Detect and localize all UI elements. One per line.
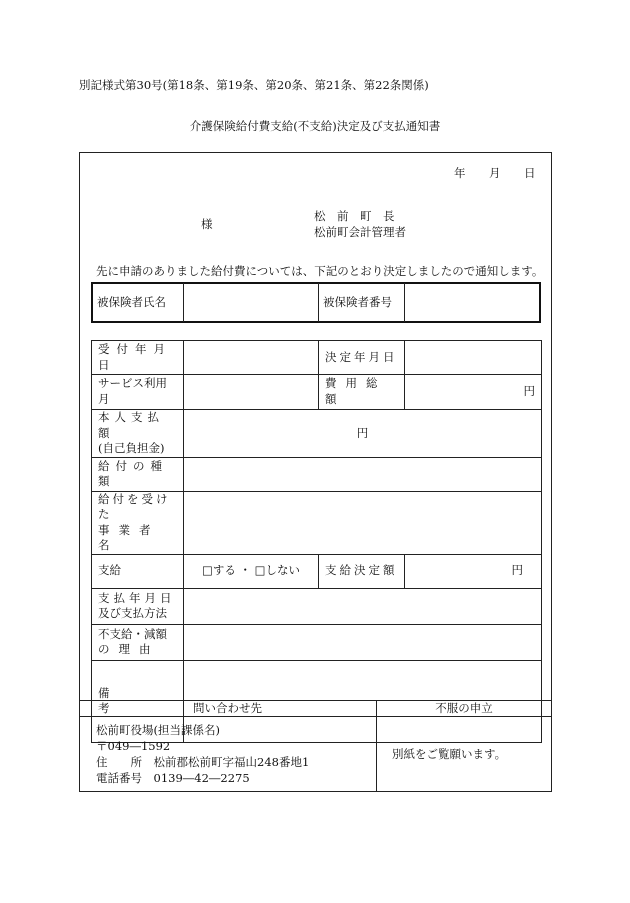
sender-accounting: 松前町会計管理者 — [314, 225, 406, 239]
reason-sublabel: の理由 — [98, 642, 160, 657]
table-row — [92, 554, 542, 588]
insured-name-label: 被保険者氏名 — [97, 295, 166, 309]
table-row — [92, 375, 542, 410]
appeal-text: 別紙をご覧願います。 — [392, 747, 507, 761]
benefit-type-label: 給付の種類 — [98, 458, 168, 489]
recipient-suffix: 様 — [201, 217, 213, 231]
benefit-type-value[interactable] — [184, 457, 542, 491]
total-cost-value[interactable] — [405, 375, 542, 410]
remarks-label: 備考 — [98, 685, 168, 716]
provider-value[interactable] — [184, 491, 542, 554]
insured-number-label: 被保険者番号 — [323, 295, 392, 309]
reason-label: 不支給・減額 — [98, 626, 167, 641]
service-month-label: サービス利用月 — [98, 376, 167, 406]
payment-options[interactable]: □する ・ □しない — [201, 563, 301, 578]
total-cost-label: 費用総額 — [325, 376, 387, 406]
divider — [183, 283, 184, 322]
self-pay-value[interactable] — [184, 410, 542, 458]
divider — [79, 716, 552, 717]
appeal-header: 不服の申立 — [435, 701, 493, 715]
payment-label: 支給 — [98, 563, 121, 578]
contact-phone: 電話番号 0139―42―2275 — [96, 771, 250, 785]
table-row — [92, 491, 542, 554]
table-row — [92, 588, 542, 624]
date-month: 月 — [489, 166, 501, 180]
contact-postal: 〒049―1592 — [96, 739, 171, 753]
detail-table — [91, 340, 542, 743]
contact-header: 問い合わせ先 — [193, 701, 262, 715]
payment-amount-label: 支給決定額 — [325, 563, 398, 578]
table-row — [92, 624, 542, 660]
table-row — [92, 457, 542, 491]
pay-date-sublabel: 及び支払方法 — [98, 606, 167, 621]
payment-amount-value[interactable] — [405, 554, 542, 588]
received-date-value[interactable] — [184, 341, 319, 375]
yen-unit: 円 — [511, 563, 523, 578]
pay-date-value[interactable] — [184, 588, 542, 624]
divider — [318, 283, 319, 322]
contact-address: 住 所 松前郡松前町字福山248番地1 — [96, 755, 310, 769]
contact-office: 松前町役場(担当課係名) — [96, 723, 220, 737]
provider-label: 給付を受けた — [98, 491, 171, 522]
service-month-value[interactable] — [184, 375, 319, 410]
yen-unit: 円 — [356, 425, 369, 440]
table-row — [92, 410, 542, 458]
decision-date-value[interactable] — [405, 341, 542, 375]
date-year: 年 — [454, 166, 466, 180]
provider-sublabel: 事業者名 — [98, 522, 160, 553]
date-day: 日 — [524, 166, 536, 180]
intro-text: 先に申請のありました給付費については、下記のとおり決定しましたので通知します。 — [96, 264, 544, 278]
decision-date-label: 決定年月日 — [325, 349, 398, 364]
document-title: 介護保険給付費支給(不支給)決定及び支払通知書 — [189, 119, 441, 133]
self-pay-sublabel: (自己負担金) — [98, 441, 165, 456]
self-pay-label: 本人支払額 — [98, 410, 164, 440]
yen-unit: 円 — [523, 384, 535, 399]
reason-value[interactable] — [184, 624, 542, 660]
pay-date-label: 支払年月日 — [98, 590, 176, 605]
table-row — [92, 341, 542, 375]
sender-mayor: 松 前 町 長 — [314, 209, 395, 223]
received-date-label: 受付年月日 — [98, 341, 172, 372]
form-reference: 別記様式第30号(第18条、第19条、第20条、第21条、第22条関係) — [79, 78, 429, 92]
divider — [404, 283, 405, 322]
